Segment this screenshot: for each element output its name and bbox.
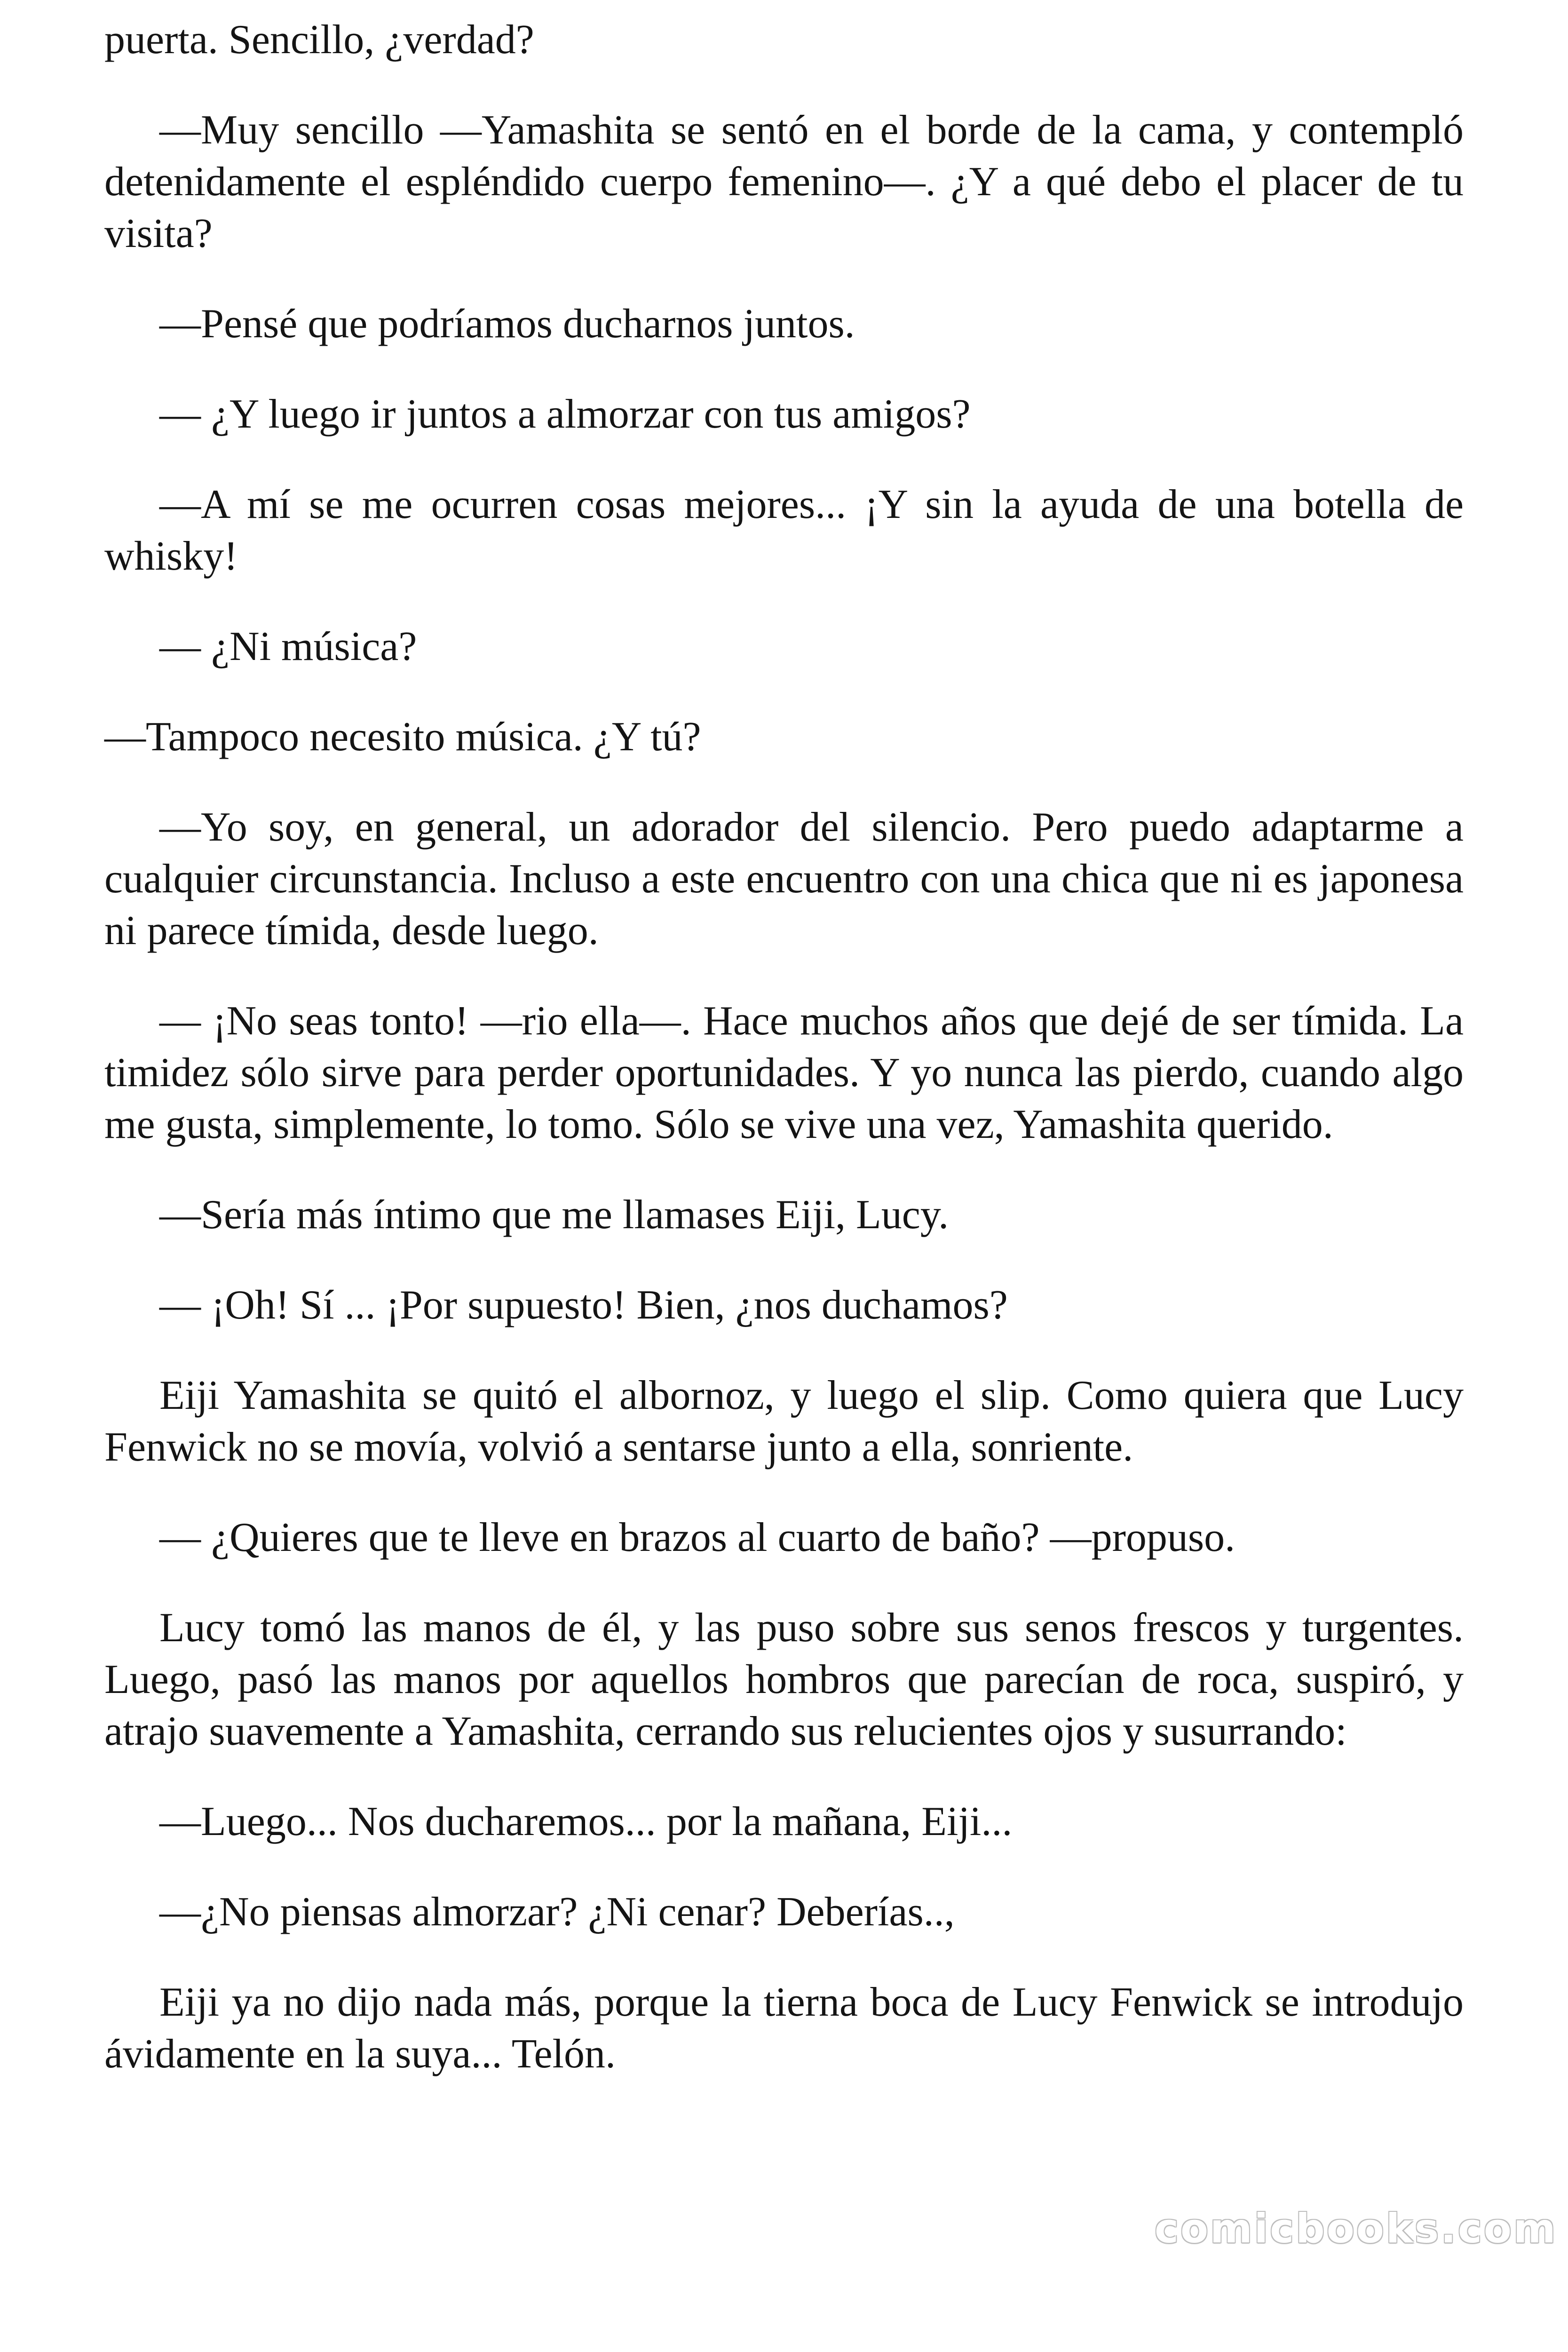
paragraph-8: —Yo soy, en general, un adorador del silencio. Pero puedo adaptarme a cualquier circunstancia. Incluso a este encuentro con una chica que ni es japonesa ni parece tímida, desde luego.	[104, 804, 1464, 954]
paragraph-7: —Tampoco necesito música. ¿Y tú?	[104, 714, 701, 760]
paragraph-10: —Sería más íntimo que me llamases Eiji, Lucy.	[159, 1192, 949, 1238]
paragraph-9: — ¡No seas tonto! —rio ella—. Hace muchos años que dejé de ser tímida. La timidez sólo sirve para perder oportunidades. Y yo nunca las pierdo, cuando algo me gusta, simplemente, lo tomo. Sólo se vive una vez, Yamashita querido.	[104, 998, 1464, 1147]
paragraph-12: Eiji Yamashita se quitó el albornoz, y luego el slip. Como quiera que Lucy Fenwick no se movía, volvió a sentarse junto a ella, sonriente.	[104, 1373, 1464, 1470]
paragraph-15: —Luego... Nos ducharemos... por la mañana, Eiji...	[159, 1799, 1013, 1844]
book-page	[104, 14, 1464, 2080]
paragraph-13: — ¿Quieres que te lleve en brazos al cuarto de baño? —propuso.	[159, 1515, 1235, 1560]
paragraph-17: Eiji ya no dijo nada más, porque la tierna boca de Lucy Fenwick se introdujo ávidamente en la suya... Telón.	[104, 1979, 1464, 2077]
paragraph-14: Lucy tomó las manos de él, y las puso sobre sus senos frescos y turgentes. Luego, pasó las manos por aquellos hombros que parecían de roca, suspiró, y atrajo suavemente a Yamashita, cerrando sus relucientes ojos y susurrando:	[104, 1605, 1464, 1754]
watermark: comicbooks.com	[1155, 2205, 1558, 2252]
paragraph-4: — ¿Y luego ir juntos a almorzar con tus amigos?	[159, 391, 971, 437]
paragraph-2: —Muy sencillo —Yamashita se sentó en el borde de la cama, y contempló detenidamente el espléndido cuerpo femenino—. ¿Y a qué debo el placer de tu visita?	[104, 107, 1464, 256]
paragraph-11: — ¡Oh! Sí ... ¡Por supuesto! Bien, ¿nos duchamos?	[159, 1282, 1008, 1328]
paragraph-5: —A mí se me ocurren cosas mejores... ¡Y sin la ayuda de una botella de whisky!	[104, 482, 1464, 579]
paragraph-3: —Pensé que podríamos ducharnos juntos.	[159, 301, 855, 347]
paragraph-16: —¿No piensas almorzar? ¿Ni cenar? Deberías..,	[159, 1889, 955, 1935]
paragraph-1: puerta. Sencillo, ¿verdad?	[104, 17, 534, 63]
paragraph-6: — ¿Ni música?	[159, 624, 417, 669]
